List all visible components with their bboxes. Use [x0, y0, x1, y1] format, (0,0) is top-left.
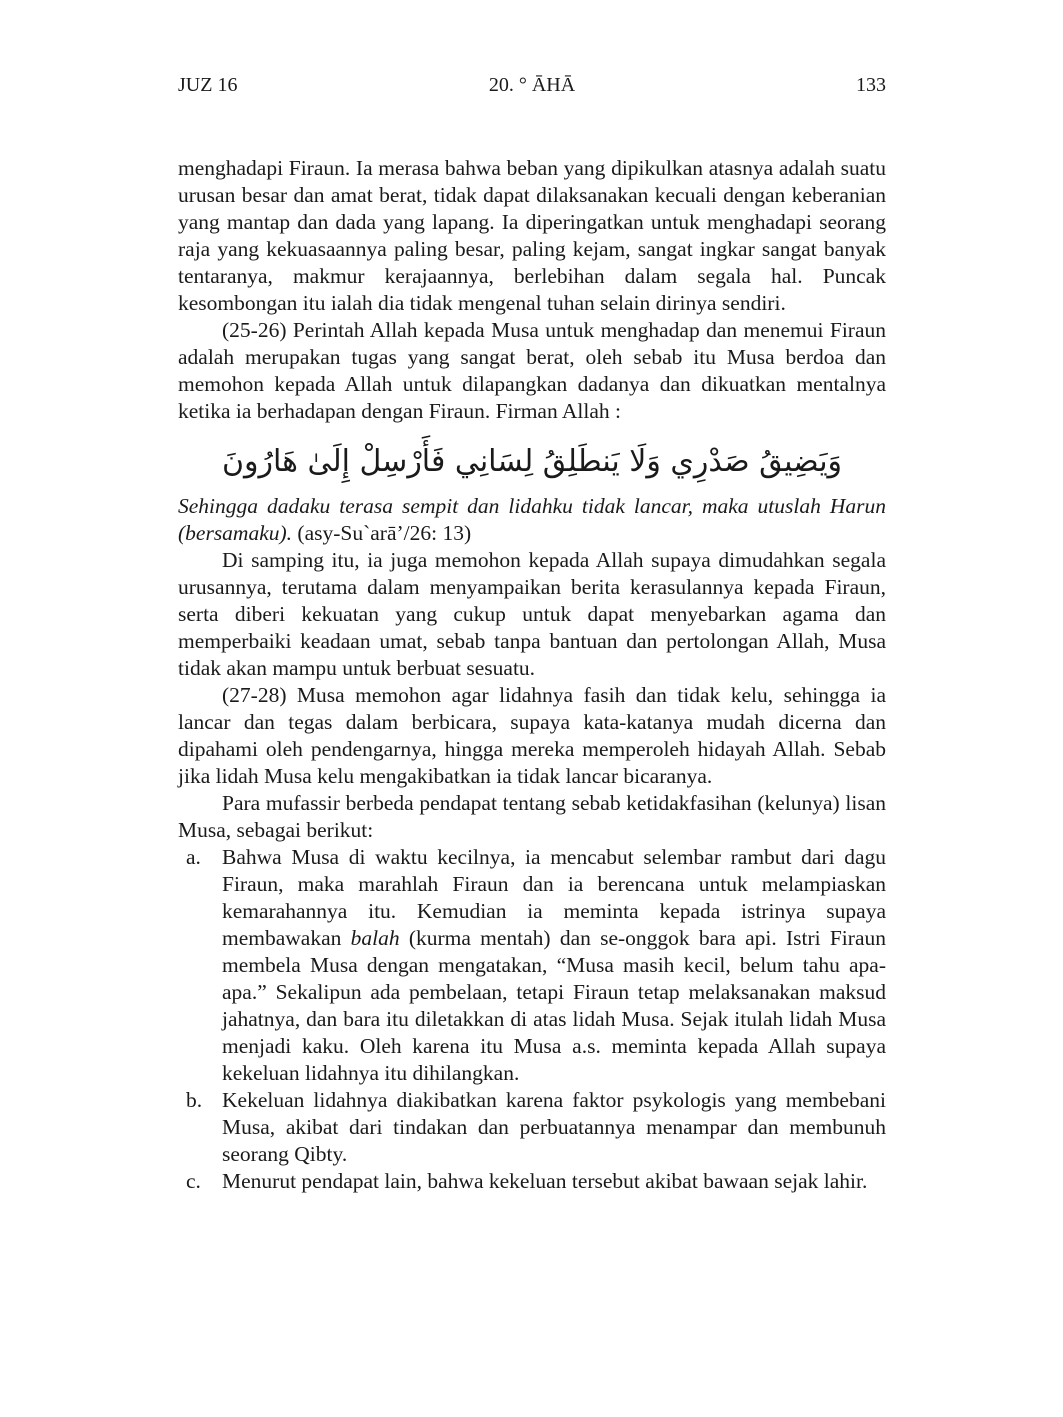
list-marker: b.: [186, 1088, 203, 1112]
reasons-list: [178, 844, 886, 1195]
page-number: 133: [856, 74, 886, 96]
paragraph-4: (27-28) Musa memohon agar lidahnya fasih dan tidak kelu, sehingga ia lancar dan tegas dalam berbicara, supaya kata-katanya mudah dicerna dan dipahami oleh pendengarnya, hingga mereka memperoleh hidayah Allah. Sebab jika lidah Musa kelu mengakibatkan ia tidak lancar bicaranya.: [178, 683, 886, 788]
list-item: [178, 1168, 886, 1195]
page-body: [178, 155, 886, 1195]
paragraph-5: Para mufassir berbeda pendapat tentang sebab ketidakfasihan (kelunya) lisan Musa, sebagai berikut:: [178, 791, 886, 842]
list-text: Bahwa Musa di waktu kecilnya, ia mencabut selembar rambut dari dagu Firaun, maka marahlah Firaun dan ia berencana untuk melampiaskan kemarahannya itu. Kemudian ia meminta kepada istrinya supaya membawakan: [222, 845, 886, 950]
paragraph-1: menghadapi Firaun. Ia merasa bahwa beban yang dipikulkan atasnya adalah suatu urusan besar dan amat berat, tidak dapat dilaksanakan kecuali dengan keberanian yang mantap dan dada yang lapang. Ia diperingatkan untuk menghadapi seorang raja yang kekuasaannya paling besar, paling kejam, sangat ingkar sangat banyak tentaranya, makmur kerajaannya, berlebihan dalam segala hal. Puncak kesombongan itu ialah dia tidak mengenal tuhan selain dirinya sendiri.: [178, 156, 886, 315]
list-marker: a.: [186, 845, 201, 869]
list-text: Menurut pendapat lain, bahwa kekeluan tersebut akibat bawaan sejak lahir.: [222, 1169, 868, 1193]
list-text: (kurma mentah) dan se-onggok bara api. Istri Firaun membela Musa dengan mengatakan, “Musa masih kecil, belum tahu apa-apa.” Sekalipun ada pembelaan, tetapi Firaun tetap melaksanakan maksud jahatnya, dan bara itu diletakkan di atas lidah Musa. Sejak itulah lidah Musa menjadi kaku. Oleh karena itu Musa a.s. meminta kepada Allah supaya kekeluan lidahnya itu dihilangkan.: [222, 926, 886, 1085]
paragraph-3: Di samping itu, ia juga memohon kepada Allah supaya dimudahkan segala urusannya, terutama dalam menyampaikan berita kerasulannya kepada Firaun, serta diberi kekuatan yang cukup untuk dapat menyebarkan agama dan memperbaiki keadaan umat, sebab tanpa bantuan dan pertolongan Allah, Musa tidak akan mampu untuk berbuat sesuatu.: [178, 548, 886, 680]
arabic-verse: وَيَضِيقُ صَدْرِي وَلَا يَنطَلِقُ لِسَانِي فَأَرْسِلْ إِلَىٰ هَارُونَ: [221, 444, 843, 479]
surah-title: 20. ° ĀHĀ: [488, 74, 576, 96]
juz-label: JUZ 16: [178, 74, 238, 96]
list-item: [178, 1087, 886, 1168]
list-italic-term: balah: [350, 926, 400, 950]
paragraph-2: (25-26) Perintah Allah kepada Musa untuk menghadap dan menemui Firaun adalah merupakan tugas yang sangat berat, oleh sebab itu Musa berdoa dan memohon kepada Allah untuk dilapangkan dadanya dan dikuatkan mentalnya ketika ia berhadapan dengan Firaun. Firman Allah :: [178, 318, 886, 423]
translation-text: Sehingga dadaku terasa sempit dan lidahku tidak lancar, maka utuslah Harun (bersamaku).: [178, 494, 886, 545]
verse-reference: (asy-Su`arā’/26: 13): [292, 521, 472, 545]
page: [178, 72, 886, 1195]
page-header: [178, 72, 886, 102]
verse-translation: [178, 493, 886, 547]
list-item: [178, 844, 886, 1087]
list-text: Kekeluan lidahnya diakibatkan karena faktor psykologis yang membebani Musa, akibat dari tindakan dan perbuatannya menampar dan membunuh seorang Qibty.: [222, 1088, 886, 1166]
list-marker: c.: [186, 1169, 201, 1193]
